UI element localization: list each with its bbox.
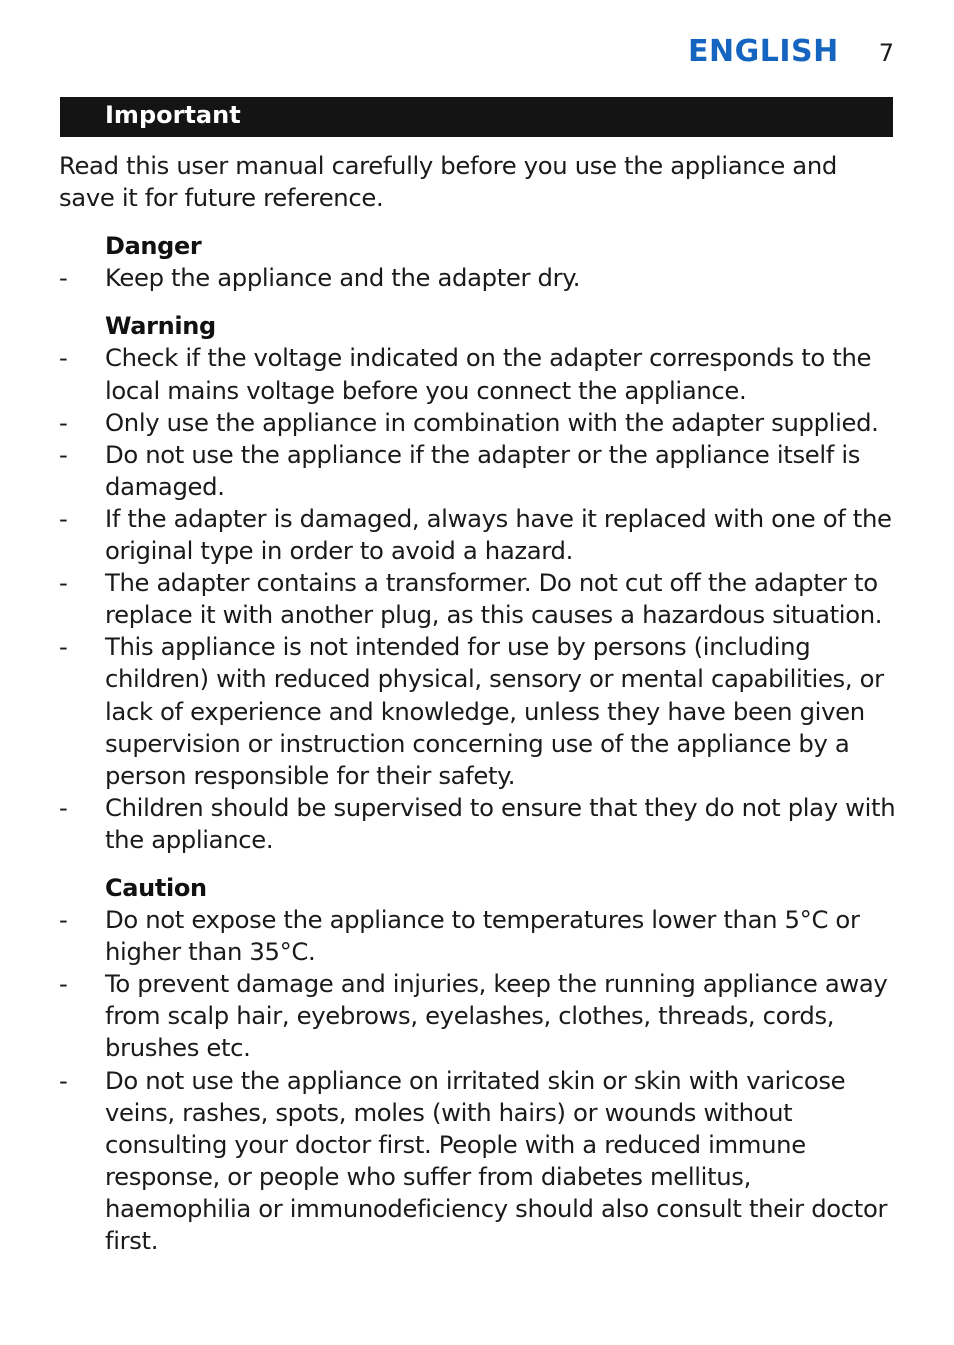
bullet-dash: - <box>59 503 68 533</box>
language-label: ENGLISH <box>688 34 839 69</box>
bullet-dash: - <box>59 905 68 935</box>
list-item <box>59 968 899 1064</box>
list-item-text: Only use the appliance in combination with the adapter supplied. <box>105 407 879 437</box>
list-item-text: The adapter contains a transformer. Do not cut off the adapter to replace it with another plug, as this causes a hazardous situation. <box>105 568 883 630</box>
bullet-dash: - <box>59 439 68 469</box>
list-item-text: Keep the appliance and the adapter dry. <box>105 263 581 293</box>
section-title: Important <box>105 101 241 129</box>
list-item <box>59 503 899 567</box>
list-item <box>59 792 899 856</box>
list-item <box>59 1065 899 1258</box>
list-item <box>59 262 899 294</box>
bullet-dash: - <box>59 568 68 598</box>
caution-list <box>59 904 899 1257</box>
caution-heading: Caution <box>105 873 207 902</box>
list-item-text: This appliance is not intended for use by persons (including children) with reduced physical, sensory or mental capabilities, or lack of experience and knowledge, unless they have been given supervision or instruction concerning use of the appliance by a person responsible for their safety. <box>105 632 884 790</box>
bullet-dash: - <box>59 407 68 437</box>
page-number: 7 <box>878 39 894 67</box>
section-header-bar <box>60 97 893 137</box>
intro-paragraph: Read this user manual carefully before you use the appliance and save it for future reference. <box>59 151 837 213</box>
list-item-text: Do not use the appliance if the adapter or the appliance itself is damaged. <box>105 439 861 501</box>
document-body <box>59 150 899 1273</box>
warning-heading: Warning <box>105 312 216 341</box>
bullet-dash: - <box>59 343 68 373</box>
list-item-text: Do not expose the appliance to temperatures lower than 5°C or higher than 35°C. <box>105 905 860 967</box>
list-item <box>59 567 899 631</box>
list-item <box>59 407 899 439</box>
warning-list <box>59 342 899 856</box>
danger-heading: Danger <box>105 232 202 261</box>
list-item <box>59 342 899 406</box>
bullet-dash: - <box>59 263 68 293</box>
list-item-text: To prevent damage and injuries, keep the running appliance away from scalp hair, eyebrows, eyelashes, clothes, threads, cords, brushes etc. <box>105 969 888 1063</box>
bullet-dash: - <box>59 792 68 822</box>
list-item-text: Check if the voltage indicated on the adapter corresponds to the local mains voltage before you connect the appliance. <box>105 343 872 405</box>
bullet-dash: - <box>59 632 68 662</box>
bullet-dash: - <box>59 1065 68 1095</box>
list-item <box>59 904 899 968</box>
list-item-text: Do not use the appliance on irritated skin or skin with varicose veins, rashes, spots, moles (with hairs) or wounds without consulting your doctor first. People with a reduced immune response, or people who suffer from diabetes mellitus, haemophilia or immunodeficiency should also consult their doctor first. <box>105 1065 888 1255</box>
list-item <box>59 439 899 503</box>
danger-list <box>59 262 899 294</box>
list-item-text: Children should be supervised to ensure that they do not play with the appliance. <box>105 792 896 854</box>
page-header <box>688 34 894 69</box>
list-item-text: If the adapter is damaged, always have it replaced with one of the original type in order to avoid a hazard. <box>105 503 892 566</box>
list-item <box>59 631 899 791</box>
bullet-dash: - <box>59 969 68 999</box>
